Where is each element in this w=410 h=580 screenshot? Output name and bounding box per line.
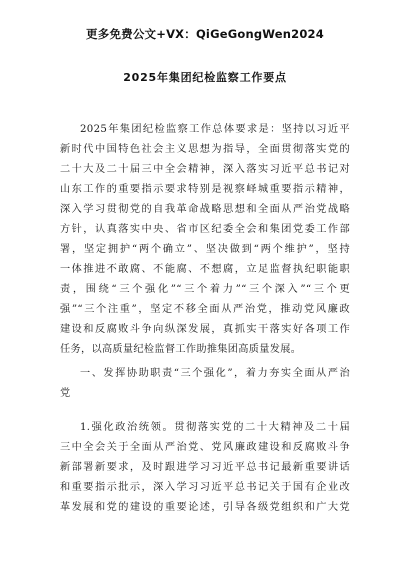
body-line: 2025年集团纪检监察工作总体要求是：坚持以习近平 xyxy=(80,124,350,135)
body-line: 责，围绕“三个强化”“三个着力”“三个深入”“三个更 xyxy=(60,284,350,295)
section-heading-cont: 党 xyxy=(60,388,71,399)
body-line: 二十大及二十届三中全会精神，深入落实习近平总书记对 xyxy=(60,164,350,175)
body-line: 新部署新要求，及时跟进学习习近平总书记最新重要讲话 xyxy=(60,462,350,473)
document-title: 2025年集团纪检监察工作要点 xyxy=(123,71,287,84)
body-line: 新时代中国特色社会主义思想为指导，全面贯彻落实党的 xyxy=(60,144,350,155)
body-line: 深入学习贯彻党的自我革命战略思想和全面从严治党战略 xyxy=(60,204,350,215)
section-heading: 一、发挥协助职责“三个强化”，着力夯实全面从严治 xyxy=(80,368,350,379)
body-line: 一体推进不敢腐、不能腐、不想腐，立足监督执纪职能职 xyxy=(60,264,350,275)
body-line: 方针，认真落实中央、省市区纪委全会和集团党委工作部 xyxy=(60,224,350,235)
body-line: 任务，以高质量纪检监督工作助推集团高质量发展。 xyxy=(60,344,302,355)
body-line: 山东工作的重要指示要求特别是视察峄城重要指示精神， xyxy=(60,184,350,195)
body-line: 革发展和党的建设的重要论述，引导各级党组织和广大党 xyxy=(60,502,350,513)
watermark-header: 更多免费公文+VX：QiGeGongWen2024 xyxy=(86,27,324,41)
body-line: 1.强化政治统领。贯彻落实党的二十大精神及二十届 xyxy=(80,422,350,433)
body-line: 和重要指示批示，深入学习习近平总书记关于国有企业改 xyxy=(60,482,350,493)
body-line: 署，坚定拥护“两个确立”、坚决做到“两个维护”，坚持 xyxy=(60,244,350,255)
body-line: 强”“三个注重”，坚定不移全面从严治党，推动党风廉政 xyxy=(60,304,350,315)
body-line: 三中全会关于全面从严治党、党风廉政建设和反腐败斗争 xyxy=(60,442,350,453)
body-line: 建设和反腐败斗争向纵深发展，真抓实干落实好各项工作 xyxy=(60,324,350,335)
